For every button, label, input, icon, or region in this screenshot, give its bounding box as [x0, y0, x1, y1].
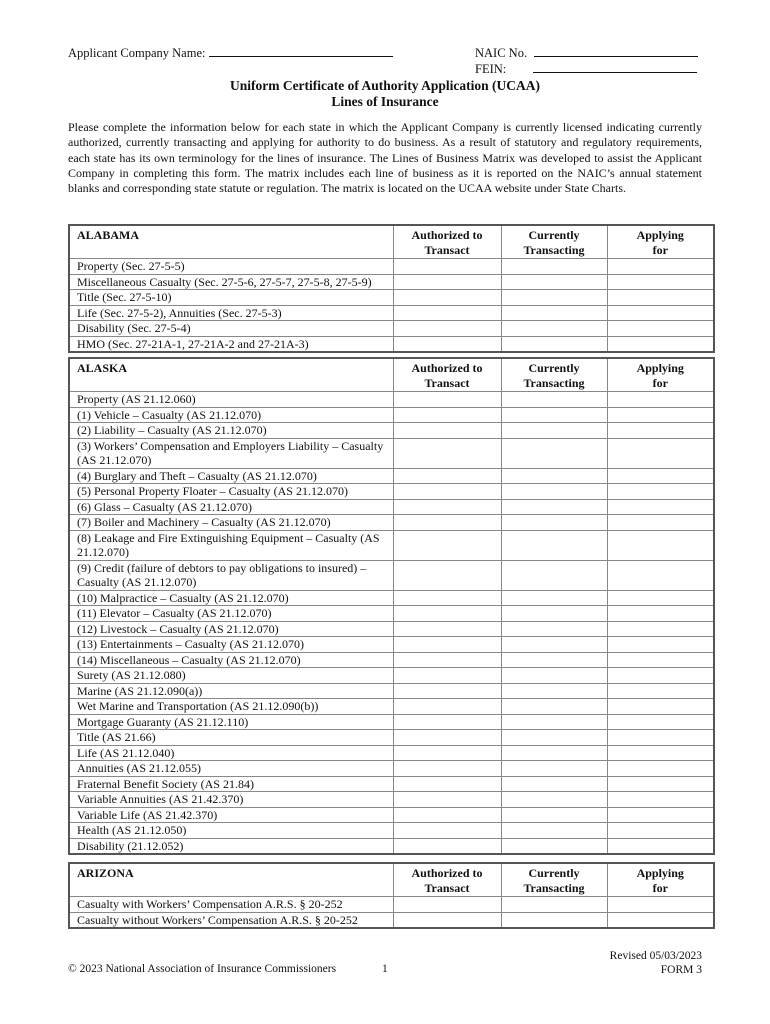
line-of-business-row: [69, 606, 714, 622]
applying-cell[interactable]: [607, 730, 714, 746]
state-header-row: [69, 863, 714, 897]
applying-header-line1: Applying: [636, 361, 684, 375]
line-of-business-row: [69, 321, 714, 337]
authorized-cell[interactable]: [393, 468, 501, 484]
form-subtitle: Lines of Insurance: [331, 94, 439, 109]
authorized-cell[interactable]: [393, 897, 501, 913]
applying-cell[interactable]: [607, 699, 714, 715]
applying-header: [607, 358, 714, 392]
transacting-cell[interactable]: [501, 407, 607, 423]
authorized-cell[interactable]: [393, 438, 501, 468]
line-of-business-row: [69, 484, 714, 500]
applying-cell[interactable]: [607, 321, 714, 337]
line-of-business: (3) Workers’ Compensation and Employers Liability – Casualty (AS 21.12.070): [69, 438, 393, 468]
authorized-header: [393, 225, 501, 259]
state-table-alaska: [68, 357, 715, 855]
line-of-business: Marine (AS 21.12.090(a)): [69, 683, 393, 699]
line-of-business: Title (Sec. 27-5-10): [69, 290, 393, 306]
applying-header: [607, 863, 714, 897]
applying-cell[interactable]: [607, 515, 714, 531]
line-of-business: Disability (Sec. 27-5-4): [69, 321, 393, 337]
applying-cell[interactable]: [607, 560, 714, 590]
line-of-business-row: [69, 259, 714, 275]
line-of-business-row: [69, 621, 714, 637]
applying-cell[interactable]: [607, 423, 714, 439]
line-of-business-row: [69, 468, 714, 484]
line-of-business-row: [69, 290, 714, 306]
line-of-business-row: [69, 761, 714, 777]
applying-cell[interactable]: [607, 776, 714, 792]
applying-cell[interactable]: [607, 912, 714, 928]
authorized-cell[interactable]: [393, 290, 501, 306]
line-of-business: (5) Personal Property Floater – Casualty (AS 21.12.070): [69, 484, 393, 500]
transacting-cell[interactable]: [501, 761, 607, 777]
fein-line[interactable]: [533, 62, 697, 73]
line-of-business-row: [69, 499, 714, 515]
naic-label: NAIC No.: [475, 46, 528, 60]
line-of-business: Casualty with Workers’ Compensation A.R.S. § 20-252: [69, 897, 393, 913]
line-of-business-row: [69, 305, 714, 321]
authorized-header-line1: Authorized to: [411, 228, 483, 242]
line-of-business-row: [69, 407, 714, 423]
authorized-header-line2: Transact: [424, 242, 470, 257]
authorized-header: [393, 358, 501, 392]
transacting-cell[interactable]: [501, 606, 607, 622]
line-of-business: (14) Miscellaneous – Casualty (AS 21.12.070): [69, 652, 393, 668]
authorized-cell[interactable]: [393, 259, 501, 275]
applying-cell[interactable]: [607, 392, 714, 408]
authorized-cell[interactable]: [393, 714, 501, 730]
applying-cell[interactable]: [607, 336, 714, 352]
transacting-cell[interactable]: [501, 530, 607, 560]
transacting-cell[interactable]: [501, 745, 607, 761]
transacting-cell[interactable]: [501, 423, 607, 439]
authorized-cell[interactable]: [393, 392, 501, 408]
line-of-business: (8) Leakage and Fire Extinguishing Equipment – Casualty (AS 21.12.070): [69, 530, 393, 560]
line-of-business-row: [69, 274, 714, 290]
authorized-cell[interactable]: [393, 912, 501, 928]
line-of-business: (2) Liability – Casualty (AS 21.12.070): [69, 423, 393, 439]
transacting-cell[interactable]: [501, 392, 607, 408]
authorized-cell[interactable]: [393, 761, 501, 777]
transacting-cell[interactable]: [501, 776, 607, 792]
naic-line[interactable]: [534, 46, 698, 57]
authorized-cell[interactable]: [393, 499, 501, 515]
applying-cell[interactable]: [607, 668, 714, 684]
company-name-label: Applicant Company Name:: [68, 46, 206, 60]
authorized-cell[interactable]: [393, 792, 501, 808]
applying-cell[interactable]: [607, 683, 714, 699]
line-of-business: (9) Credit (failure of debtors to pay obligations to insured) – Casualty (AS 21.12.070): [69, 560, 393, 590]
authorized-cell[interactable]: [393, 423, 501, 439]
authorized-cell[interactable]: [393, 683, 501, 699]
applying-cell[interactable]: [607, 652, 714, 668]
applying-cell[interactable]: [607, 792, 714, 808]
authorized-cell[interactable]: [393, 321, 501, 337]
transacting-cell[interactable]: [501, 730, 607, 746]
line-of-business-row: [69, 423, 714, 439]
line-of-business-row: [69, 560, 714, 590]
line-of-business: Wet Marine and Transportation (AS 21.12.090(b)): [69, 699, 393, 715]
applying-cell[interactable]: [607, 305, 714, 321]
authorized-header-line1: Authorized to: [411, 866, 483, 880]
transacting-header: [501, 358, 607, 392]
line-of-business: Disability (21.12.052): [69, 838, 393, 854]
transacting-cell[interactable]: [501, 515, 607, 531]
authorized-cell[interactable]: [393, 823, 501, 839]
transacting-header-line2: Transacting: [523, 880, 585, 895]
authorized-cell[interactable]: [393, 590, 501, 606]
applying-cell[interactable]: [607, 606, 714, 622]
line-of-business: (6) Glass – Casualty (AS 21.12.070): [69, 499, 393, 515]
transacting-cell[interactable]: [501, 838, 607, 854]
applying-cell[interactable]: [607, 761, 714, 777]
naic-field: [475, 46, 698, 61]
applying-cell[interactable]: [607, 407, 714, 423]
line-of-business: HMO (Sec. 27-21A-1, 27-21A-2 and 27-21A-3): [69, 336, 393, 352]
line-of-business-row: [69, 652, 714, 668]
transacting-cell[interactable]: [501, 305, 607, 321]
transacting-cell[interactable]: [501, 897, 607, 913]
applying-cell[interactable]: [607, 590, 714, 606]
authorized-cell[interactable]: [393, 305, 501, 321]
authorized-cell[interactable]: [393, 336, 501, 352]
transacting-header: [501, 225, 607, 259]
authorized-cell[interactable]: [393, 776, 501, 792]
line-of-business: (11) Elevator – Casualty (AS 21.12.070): [69, 606, 393, 622]
transacting-header-line2: Transacting: [523, 375, 585, 390]
authorized-cell[interactable]: [393, 621, 501, 637]
transacting-cell[interactable]: [501, 438, 607, 468]
line-of-business: Annuities (AS 21.12.055): [69, 761, 393, 777]
line-of-business-row: [69, 792, 714, 808]
line-of-business-row: [69, 336, 714, 352]
state-header-row: [69, 225, 714, 259]
transacting-cell[interactable]: [501, 274, 607, 290]
line-of-business-row: [69, 823, 714, 839]
transacting-header-line1: Currently: [528, 361, 580, 375]
line-of-business: Casualty without Workers’ Compensation A.R.S. § 20-252: [69, 912, 393, 928]
line-of-business: (1) Vehicle – Casualty (AS 21.12.070): [69, 407, 393, 423]
authorized-cell[interactable]: [393, 407, 501, 423]
transacting-header: [501, 863, 607, 897]
applying-header-line1: Applying: [636, 866, 684, 880]
applying-cell[interactable]: [607, 823, 714, 839]
line-of-business-row: [69, 699, 714, 715]
transacting-cell[interactable]: [501, 590, 607, 606]
authorized-cell[interactable]: [393, 606, 501, 622]
authorized-header-line1: Authorized to: [411, 361, 483, 375]
transacting-cell[interactable]: [501, 468, 607, 484]
applying-cell[interactable]: [607, 897, 714, 913]
transacting-header-line1: Currently: [528, 866, 580, 880]
applying-cell[interactable]: [607, 468, 714, 484]
line-of-business: Variable Annuities (AS 21.42.370): [69, 792, 393, 808]
authorized-cell[interactable]: [393, 699, 501, 715]
line-of-business: Variable Life (AS 21.42.370): [69, 807, 393, 823]
line-of-business-row: [69, 897, 714, 913]
transacting-cell[interactable]: [501, 823, 607, 839]
transacting-cell[interactable]: [501, 621, 607, 637]
transacting-cell[interactable]: [501, 699, 607, 715]
line-of-business: (7) Boiler and Machinery – Casualty (AS 21.12.070): [69, 515, 393, 531]
page-number: 1: [382, 963, 388, 975]
applying-cell[interactable]: [607, 807, 714, 823]
transacting-cell[interactable]: [501, 336, 607, 352]
authorized-header-line2: Transact: [424, 375, 470, 390]
line-of-business: Property (AS 21.12.060): [69, 392, 393, 408]
line-of-business: Property (Sec. 27-5-5): [69, 259, 393, 275]
authorized-cell[interactable]: [393, 652, 501, 668]
applying-cell[interactable]: [607, 484, 714, 500]
applying-cell[interactable]: [607, 621, 714, 637]
state-header-row: [69, 358, 714, 392]
applying-cell[interactable]: [607, 438, 714, 468]
transacting-cell[interactable]: [501, 807, 607, 823]
revised-date: Revised 05/03/2023: [609, 950, 702, 962]
line-of-business: Surety (AS 21.12.080): [69, 668, 393, 684]
authorized-header-line2: Transact: [424, 880, 470, 895]
applying-header: [607, 225, 714, 259]
state-table-arizona: [68, 862, 715, 929]
authorized-cell[interactable]: [393, 668, 501, 684]
transacting-cell[interactable]: [501, 683, 607, 699]
company-name-line[interactable]: [209, 46, 393, 57]
authorized-cell[interactable]: [393, 807, 501, 823]
authorized-header: [393, 863, 501, 897]
line-of-business-row: [69, 776, 714, 792]
line-of-business-row: [69, 807, 714, 823]
applying-cell[interactable]: [607, 745, 714, 761]
authorized-cell[interactable]: [393, 637, 501, 653]
line-of-business: Health (AS 21.12.050): [69, 823, 393, 839]
line-of-business-row: [69, 838, 714, 854]
line-of-business-row: [69, 438, 714, 468]
applying-header-line2: for: [652, 242, 668, 257]
line-of-business: (4) Burglary and Theft – Casualty (AS 21.12.070): [69, 468, 393, 484]
authorized-cell[interactable]: [393, 530, 501, 560]
authorized-cell[interactable]: [393, 274, 501, 290]
line-of-business-row: [69, 668, 714, 684]
form-number: FORM 3: [660, 964, 702, 976]
line-of-business: Life (Sec. 27-5-2), Annuities (Sec. 27-5-3): [69, 305, 393, 321]
line-of-business: Life (AS 21.12.040): [69, 745, 393, 761]
state-table-alabama: [68, 224, 715, 353]
transacting-cell[interactable]: [501, 668, 607, 684]
authorized-cell[interactable]: [393, 730, 501, 746]
transacting-header-line2: Transacting: [523, 242, 585, 257]
form-title: Uniform Certificate of Authority Application (UCAA): [229, 78, 541, 93]
applying-cell[interactable]: [607, 499, 714, 515]
applying-cell[interactable]: [607, 290, 714, 306]
line-of-business-row: [69, 745, 714, 761]
authorized-cell[interactable]: [393, 484, 501, 500]
transacting-cell[interactable]: [501, 714, 607, 730]
line-of-business: (10) Malpractice – Casualty (AS 21.12.070): [69, 590, 393, 606]
authorized-cell[interactable]: [393, 515, 501, 531]
line-of-business: (13) Entertainments – Casualty (AS 21.12.070): [69, 637, 393, 653]
line-of-business-row: [69, 515, 714, 531]
line-of-business-row: [69, 637, 714, 653]
state-name: ALASKA: [69, 358, 393, 392]
transacting-cell[interactable]: [501, 484, 607, 500]
line-of-business: Mortgage Guaranty (AS 21.12.110): [69, 714, 393, 730]
line-of-business: Fraternal Benefit Society (AS 21.84): [69, 776, 393, 792]
copyright: © 2023 National Association of Insurance Commissioners: [68, 963, 337, 975]
transacting-header-line1: Currently: [528, 228, 580, 242]
transacting-cell[interactable]: [501, 792, 607, 808]
transacting-cell[interactable]: [501, 652, 607, 668]
applying-cell[interactable]: [607, 274, 714, 290]
transacting-cell[interactable]: [501, 259, 607, 275]
authorized-cell[interactable]: [393, 838, 501, 854]
transacting-cell[interactable]: [501, 912, 607, 928]
applying-cell[interactable]: [607, 714, 714, 730]
applying-header-line1: Applying: [636, 228, 684, 242]
transacting-cell[interactable]: [501, 321, 607, 337]
line-of-business: (12) Livestock – Casualty (AS 21.12.070): [69, 621, 393, 637]
line-of-business-row: [69, 912, 714, 928]
applying-header-line2: for: [652, 880, 668, 895]
fein-label: FEIN:: [475, 62, 507, 76]
state-name: ARIZONA: [69, 863, 393, 897]
line-of-business-row: [69, 714, 714, 730]
line-of-business-row: [69, 683, 714, 699]
line-of-business-row: [69, 730, 714, 746]
state-name: ALABAMA: [69, 225, 393, 259]
line-of-business-row: [69, 590, 714, 606]
transacting-cell[interactable]: [501, 499, 607, 515]
line-of-business: Title (AS 21.66): [69, 730, 393, 746]
line-of-business: Miscellaneous Casualty (Sec. 27-5-6, 27-5-7, 27-5-8, 27-5-9): [69, 274, 393, 290]
applying-cell[interactable]: [607, 838, 714, 854]
transacting-cell[interactable]: [501, 637, 607, 653]
transacting-cell[interactable]: [501, 290, 607, 306]
transacting-cell[interactable]: [501, 560, 607, 590]
authorized-cell[interactable]: [393, 560, 501, 590]
line-of-business-row: [69, 530, 714, 560]
line-of-business-row: [69, 392, 714, 408]
applying-header-line2: for: [652, 375, 668, 390]
fein-field: [475, 62, 697, 77]
company-name-field: [68, 46, 393, 61]
instructions-paragraph: Please complete the information below for each state in which the Applicant Company is currently licensed indicating currently authorized, currently transacting and applying for authority to do business. As a result of statutory and regulatory requirements, each state has its own terminology for the lines of insurance. The Lines of Business Matrix was developed to assist the Applicant Company in completing this form. The matrix includes each line of business as it is reported on the NAIC’s annual statement blanks and corresponding state statute or regulation. The matrix is located on the UCAA website under State Charts.: [68, 120, 702, 196]
applying-cell[interactable]: [607, 259, 714, 275]
authorized-cell[interactable]: [393, 745, 501, 761]
applying-cell[interactable]: [607, 637, 714, 653]
applying-cell[interactable]: [607, 530, 714, 560]
